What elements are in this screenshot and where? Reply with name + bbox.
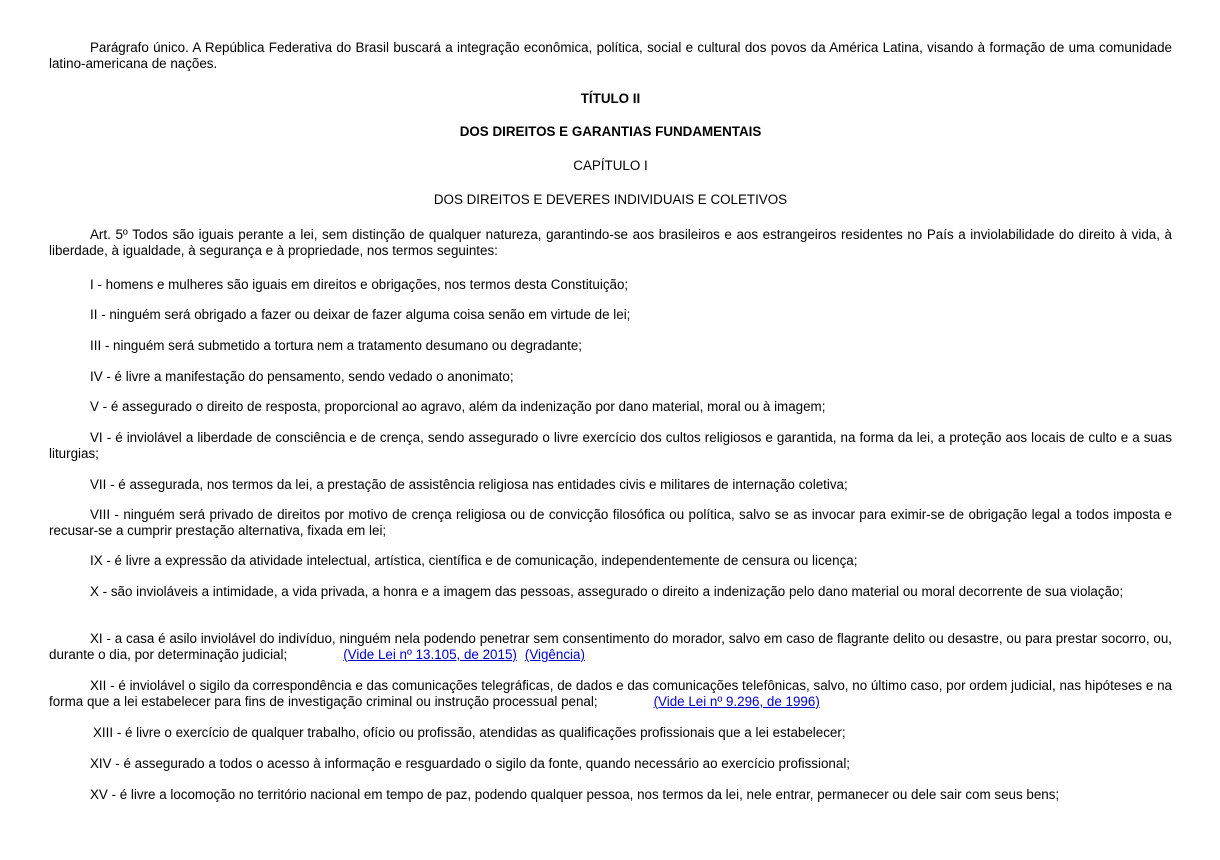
- inciso-iv: IV - é livre a manifestação do pensamento, sendo vedado o anonimato;: [90, 369, 514, 384]
- titulo-name: DOS DIREITOS E GARANTIAS FUNDAMENTAIS: [459, 124, 762, 139]
- paragrafo-unico: Parágrafo único. A República Federativa do Brasil buscará a integração econômica, política, social e cultural dos povos da América Latina, visando à formação de uma comunidade latino-americana de nações.: [49, 40, 1172, 71]
- inciso-xii-text: XII - é inviolável o sigilo da correspondência e das comunicações telegráficas, de dados e das comunicações telefônicas, salvo, no último caso, por ordem judicial, nas hipóteses e na forma que a lei estabelecer para fins de investigação criminal ou instrução processual penal;: [49, 678, 1172, 709]
- inciso-xi-text: XI - a casa é asilo inviolável do indivíduo, ninguém nela podendo penetrar sem consentimento do morador, salvo em caso de flagrante delito ou desastre, ou para prestar socorro, ou, durante o dia, por determinação judicial;: [49, 631, 1172, 662]
- titulo-heading: TÍTULO II: [580, 91, 641, 106]
- vigencia-link[interactable]: (Vigência): [524, 647, 585, 662]
- inciso-ix: IX - é livre a expressão da atividade intelectual, artística, científica e de comunicação, independentemente de censura ou licença;: [90, 553, 858, 568]
- inciso-i: I - homens e mulheres são iguais em direitos e obrigações, nos termos desta Constituição;: [90, 277, 629, 292]
- inciso-iii: III - ninguém será submetido a tortura nem a tratamento desumano ou degradante;: [90, 338, 583, 353]
- inciso-xi: [49, 631, 1172, 663]
- vide-lei-9296-link[interactable]: (Vide Lei nº 9.296, de 1996): [653, 694, 820, 709]
- inciso-v: V - é assegurado o direito de resposta, proporcional ao agravo, além da indenização por dano material, moral ou à imagem;: [90, 399, 826, 414]
- capitulo-heading: CAPÍTULO I: [573, 158, 648, 173]
- inciso-xiii: XIII - é livre o exercício de qualquer trabalho, ofício ou profissão, atendidas as qualificações profissionais que a lei estabelecer;: [93, 725, 846, 740]
- inciso-xiv: XIV - é assegurado a todos o acesso à informação e resguardado o sigilo da fonte, quando necessário ao exercício profissional;: [90, 756, 851, 771]
- inciso-xii: [49, 678, 1172, 710]
- capitulo-name: DOS DIREITOS E DEVERES INDIVIDUAIS E COLETIVOS: [433, 192, 788, 207]
- vide-lei-13105-link[interactable]: (Vide Lei nº 13.105, de 2015): [343, 647, 517, 662]
- inciso-viii: VIII - ninguém será privado de direitos por motivo de crença religiosa ou de convicção filosófica ou política, salvo se as invocar para eximir-se de obrigação legal a todos imposta e recusar-se a cumprir prestação alternativa, fixada em lei;: [49, 507, 1172, 538]
- inciso-ii: II - ninguém será obrigado a fazer ou deixar de fazer alguma coisa senão em virtude de lei;: [90, 307, 631, 322]
- inciso-vi: VI - é inviolável a liberdade de consciência e de crença, sendo assegurado o livre exercício dos cultos religiosos e garantida, na forma da lei, a proteção aos locais de culto e a suas liturgias;: [49, 430, 1172, 461]
- inciso-xv: XV - é livre a locomoção no território nacional em tempo de paz, podendo qualquer pessoa, nos termos da lei, nele entrar, permanecer ou dele sair com seus bens;: [90, 787, 1060, 802]
- inciso-vii: VII - é assegurada, nos termos da lei, a prestação de assistência religiosa nas entidades civis e militares de internação coletiva;: [90, 477, 848, 492]
- artigo-5: Art. 5º Todos são iguais perante a lei, sem distinção de qualquer natureza, garantindo-se aos brasileiros e aos estrangeiros residentes no País a inviolabilidade do direito à vida, à liberdade, à igualdade, à segurança e à propriedade, nos termos seguintes:: [49, 227, 1172, 258]
- inciso-x: X - são invioláveis a intimidade, a vida privada, a honra e a imagem das pessoas, assegurado o direito a indenização pelo dano material ou moral decorrente de sua violação;: [90, 584, 1124, 599]
